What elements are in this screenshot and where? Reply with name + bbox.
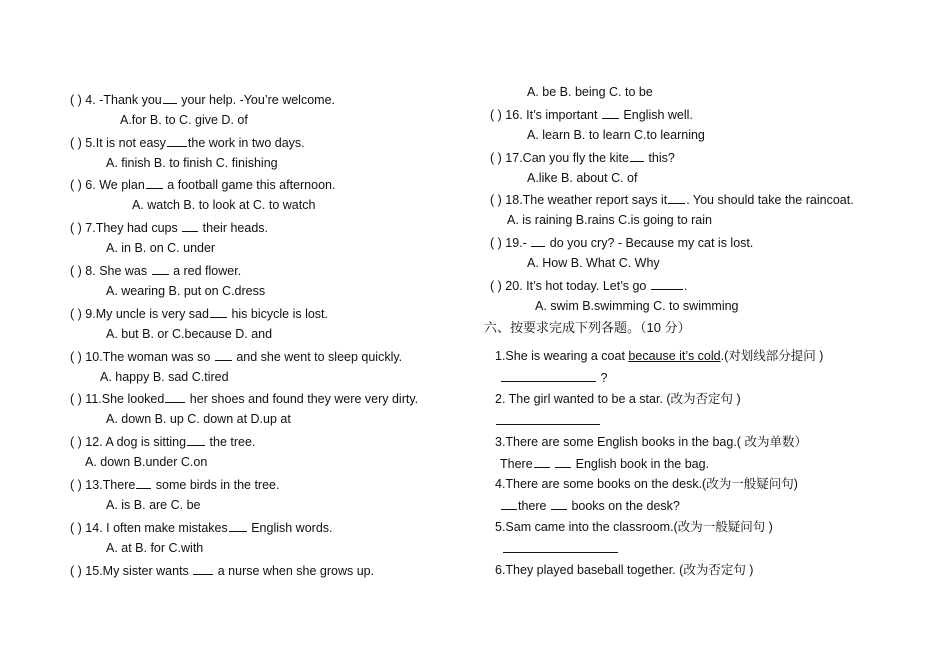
- task-3-answer: There English book in the bag.: [500, 457, 710, 471]
- answer-paren: ( ): [70, 221, 82, 235]
- answer-paren: ( ): [70, 93, 82, 107]
- answer-paren: ( ): [70, 307, 82, 321]
- blank: [555, 455, 571, 468]
- answer-paren: ( ): [70, 178, 82, 192]
- question-16: ( ) 16. It’s important English well.: [490, 108, 693, 122]
- answer-paren: ( ): [490, 193, 502, 207]
- underlined-phrase: because it’s cold: [628, 349, 721, 363]
- task-6: 6.They played baseball together. (改为否定句 ): [495, 563, 754, 577]
- options-12: A. down B.under C.on: [85, 455, 208, 469]
- options-19: A. How B. What C. Why: [527, 256, 660, 270]
- options-18: A. is raining B.rains C.is going to rain: [507, 213, 712, 227]
- question-20: ( ) 20. It’s hot today. Let’s go .: [490, 279, 688, 293]
- options-15: A. be B. being C. to be: [527, 85, 653, 99]
- task-1-answer: ?: [500, 369, 607, 386]
- question-17: ( ) 17.Can you fly the kite this?: [490, 151, 675, 165]
- options-13: A. is B. are C. be: [106, 498, 201, 512]
- task-3: 3.There are some English books in the bag.( 改为单数）: [495, 435, 807, 449]
- answer-paren: ( ): [70, 435, 82, 449]
- question-5: ( ) 5.It is not easy the work in two days.: [70, 136, 305, 150]
- question-19: ( ) 19.- do you cry? - Because my cat is lost.: [490, 236, 754, 250]
- question-18: ( ) 18.The weather report says it . You should take the raincoat.: [490, 193, 854, 207]
- question-12: ( ) 12. A dog is sitting the tree.: [70, 435, 256, 449]
- options-20: A. swim B.swimming C. to swimming: [535, 299, 739, 313]
- blank: [229, 519, 247, 532]
- blank: [210, 305, 227, 318]
- blank: [531, 234, 545, 247]
- options-11: A. down B. up C. down at D.up at: [106, 412, 291, 426]
- task-4-answer: there books on the desk?: [500, 497, 680, 514]
- answer-paren: ( ): [70, 521, 82, 535]
- blank: [534, 455, 550, 468]
- options-16: A. learn B. to learn C.to learning: [527, 128, 705, 142]
- blank: [630, 149, 644, 162]
- answer-paren: ( ): [70, 392, 82, 406]
- task-5: 5.Sam came into the classroom.(改为一般疑问句 ): [495, 520, 773, 534]
- options-14: A. at B. for C.with: [106, 541, 204, 555]
- question-8: ( ) 8. She was a red flower.: [70, 264, 242, 278]
- answer-paren: ( ): [490, 108, 502, 122]
- answer-paren: ( ): [70, 478, 82, 492]
- options-5: A. finish B. to finish C. finishing: [106, 156, 278, 170]
- blank: [182, 219, 198, 232]
- answer-paren: ( ): [70, 264, 82, 278]
- blank: [187, 433, 205, 446]
- question-9: ( ) 9.My uncle is very sad his bicycle is lost.: [70, 307, 328, 321]
- answer-line: [501, 369, 596, 382]
- blank: [152, 262, 169, 275]
- blank: [501, 497, 517, 510]
- question-13: ( ) 13.There some birds in the tree.: [70, 478, 280, 492]
- question-7: ( ) 7.They had cups their heads.: [70, 221, 268, 235]
- task-1: 1.She is wearing a coat because it’s cold.(对划线部分提问 ): [495, 349, 824, 363]
- answer-line: [503, 540, 618, 553]
- blank: [136, 476, 151, 489]
- blank: [165, 390, 185, 403]
- question-10: ( ) 10.The woman was so and she went to sleep quickly.: [70, 350, 403, 364]
- task-2-answer: [495, 412, 601, 429]
- answer-paren: ( ): [70, 136, 82, 150]
- answer-paren: ( ): [70, 350, 82, 364]
- question-6: ( ) 6. We plan a football game this afternoon.: [70, 178, 336, 192]
- blank: [167, 134, 187, 147]
- options-8: A. wearing B. put on C.dress: [106, 284, 266, 298]
- question-15: ( ) 15.My sister wants a nurse when she grows up.: [70, 564, 375, 578]
- blank: [215, 348, 232, 361]
- question-11: ( ) 11.She looked her shoes and found they were very dirty.: [70, 392, 419, 406]
- answer-paren: ( ): [490, 236, 502, 250]
- options-7: A. in B. on C. under: [106, 241, 216, 255]
- blank: [551, 497, 567, 510]
- task-5-answer: [502, 540, 619, 557]
- blank: [193, 562, 213, 575]
- blank: [668, 191, 685, 204]
- task-4: 4.There are some books on the desk.(改为一般疑问句): [495, 477, 798, 491]
- options-17: A.like B. about C. of: [527, 171, 638, 185]
- task-2: 2. The girl wanted to be a star. (改为否定句 ): [495, 392, 741, 406]
- blank: [651, 277, 683, 290]
- options-4: A.for B. to C. give D. of: [120, 113, 248, 127]
- blank: [163, 91, 177, 104]
- answer-paren: ( ): [70, 564, 82, 578]
- answer-paren: ( ): [490, 151, 502, 165]
- section-6-heading: 六、按要求完成下列各题。（10 分）: [484, 320, 691, 335]
- answer-line: [496, 412, 600, 425]
- question-14: ( ) 14. I often make mistakes English words.: [70, 521, 333, 535]
- blank: [146, 176, 163, 189]
- options-10: A. happy B. sad C.tired: [100, 370, 229, 384]
- answer-paren: ( ): [490, 279, 502, 293]
- options-6: A. watch B. to look at C. to watch: [132, 198, 316, 212]
- question-4: ( ) 4. -Thank you your help. -You’re welcome.: [70, 93, 335, 107]
- options-9: A. but B. or C.because D. and: [106, 327, 273, 341]
- blank: [602, 106, 619, 119]
